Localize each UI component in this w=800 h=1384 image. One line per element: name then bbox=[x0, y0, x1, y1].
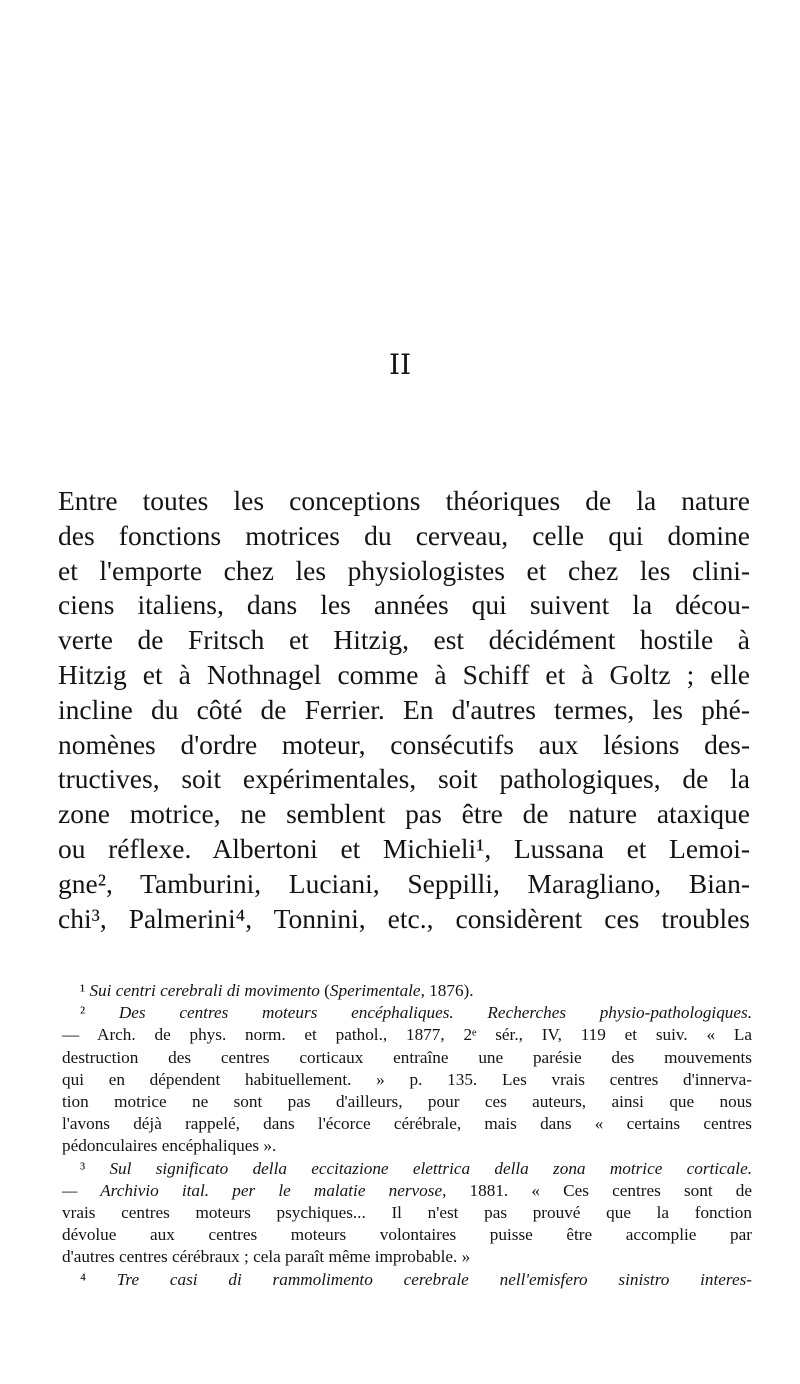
footnote-title: Des centres moteurs encéphaliques. Recherches physio-pathologiques. bbox=[118, 1003, 753, 1023]
footnote-source: — Archivio ital. per le malatie nervose, bbox=[62, 1180, 447, 1200]
footnote-3 bbox=[62, 1158, 752, 1180]
footnote-marker: ⁴ bbox=[80, 1269, 86, 1289]
text-line: zone motrice, ne semblent pas être de nature ataxique bbox=[58, 798, 750, 830]
footnote-title: Sul significato della eccitazione elettrica della zona motrice corticale. bbox=[109, 1158, 753, 1178]
text-line: chi³, Palmerini⁴, Tonnini, etc., considèrent ces troubles bbox=[58, 902, 750, 934]
footnote-line: pédonculaires encéphaliques ». bbox=[62, 1136, 277, 1156]
footnote-marker: ³ bbox=[80, 1158, 86, 1178]
text-line: incline du côté de Ferrier. En d'autres termes, les phé- bbox=[58, 693, 750, 725]
footnote-title: Tre casi di rammolimento cerebrale nell'emisfero sinistro interes- bbox=[116, 1269, 752, 1289]
footnote-text: 1881. « Ces centres sont de bbox=[446, 1180, 752, 1200]
text-line: ciens italiens, dans les années qui suivent la décou- bbox=[58, 589, 750, 621]
footnote-marker: ² bbox=[80, 1003, 86, 1023]
footnote-text: , 1876). bbox=[420, 981, 474, 1000]
footnote-2 bbox=[62, 1002, 752, 1024]
footnote-line: tion motrice ne sont pas d'ailleurs, pour ces auteurs, ainsi que nous bbox=[62, 1092, 752, 1112]
footnote-4 bbox=[62, 1269, 752, 1291]
text-line: Entre toutes les conceptions théoriques de la nature bbox=[58, 485, 750, 516]
text-line: tructives, soit expérimentales, soit pathologiques, de la bbox=[58, 763, 750, 795]
footnote-journal: Sperimentale bbox=[329, 981, 421, 1000]
text-line: ou réflexe. Albertoni et Michieli¹, Lussana et Lemoi- bbox=[58, 832, 750, 864]
footnote-line: vrais centres moteurs psychiques... Il n'est pas prouvé que la fonction bbox=[62, 1203, 752, 1223]
footnotes bbox=[62, 980, 752, 1291]
text-line: et l'emporte chez les physiologistes et chez les clini- bbox=[58, 554, 750, 586]
footnote-marker: ¹ bbox=[80, 981, 86, 1000]
text-line: des fonctions motrices du cerveau, celle qui domine bbox=[58, 519, 750, 551]
text-line: gne², Tamburini, Luciani, Seppilli, Maragliano, Bian- bbox=[58, 867, 750, 899]
main-text bbox=[58, 484, 750, 936]
text-line: verte de Fritsch et Hitzig, est décidément hostile à bbox=[58, 624, 750, 656]
footnote-1: ¹ Sui centri cerebrali di movimento (Sperimentale, 1876). bbox=[80, 981, 474, 1000]
footnote-title: Sui centri cerebrali di movimento bbox=[89, 981, 320, 1000]
chapter-heading: II bbox=[388, 348, 412, 381]
footnote-line: dévolue aux centres moteurs volontaires puisse être accomplie par bbox=[62, 1225, 752, 1245]
footnote-line: l'avons déjà rappelé, dans l'écorce cérébrale, mais dans « certains centres bbox=[62, 1114, 752, 1134]
footnote-line bbox=[62, 1180, 752, 1202]
text-line: Hitzig et à Nothnagel comme à Schiff et à Goltz ; elle bbox=[58, 658, 750, 690]
text-line: nomènes d'ordre moteur, consécutifs aux lésions des- bbox=[58, 728, 750, 760]
footnote-line: qui en dépendent habituellement. » p. 135. Les vrais centres d'innerva- bbox=[62, 1069, 752, 1089]
footnote-line: — Arch. de phys. norm. et pathol., 1877, 2ᵉ sér., IV, 119 et suiv. « La bbox=[62, 1025, 752, 1045]
footnote-line: destruction des centres corticaux entraîne une parésie des mouvements bbox=[62, 1047, 752, 1067]
footnote-line: d'autres centres cérébraux ; cela paraît même improbable. » bbox=[62, 1247, 471, 1267]
